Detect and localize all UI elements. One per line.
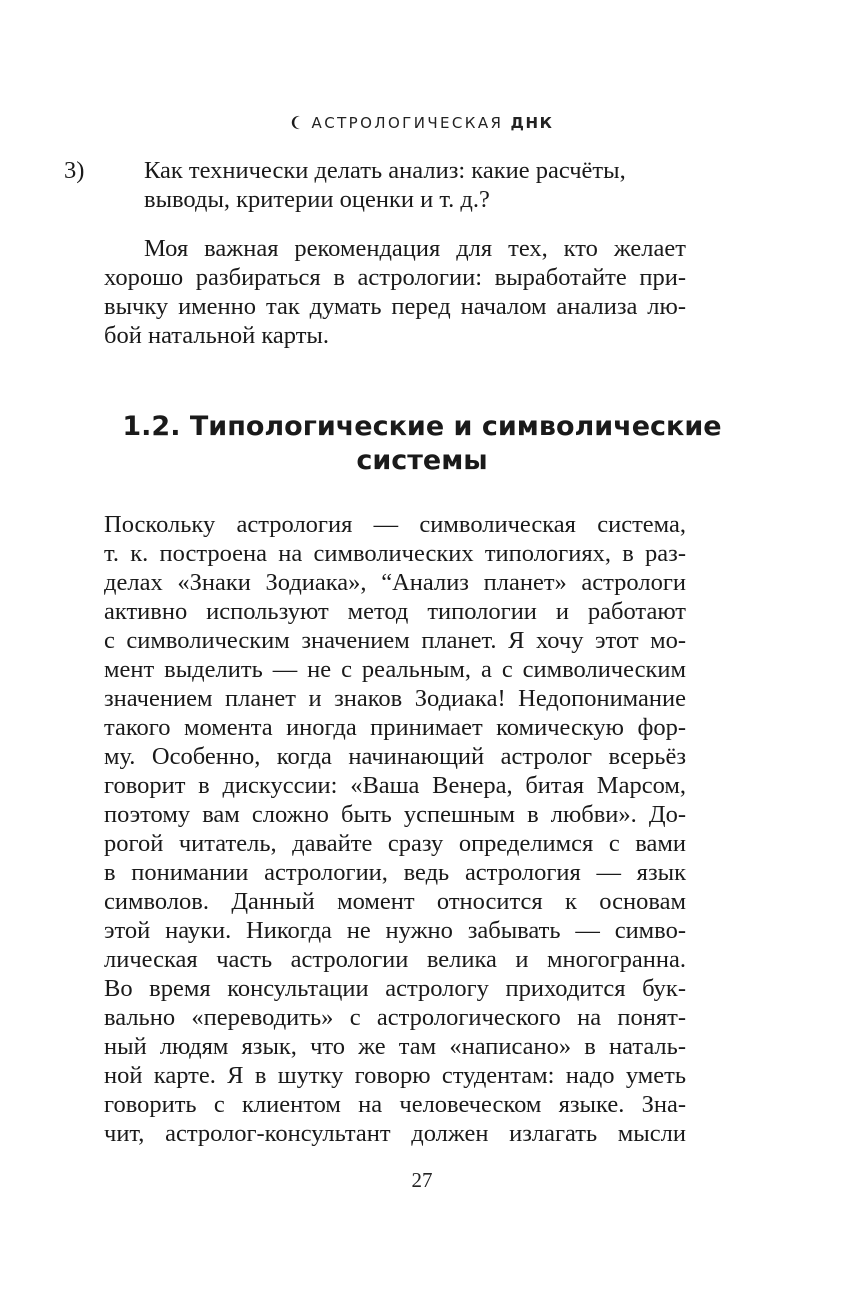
list-item-line: 3) Как технически делать анализ: какие расчёты, <box>64 157 626 184</box>
page-number: 27 <box>411 1168 433 1192</box>
text-line: ный людям язык, что же там «написано» в наталь- <box>104 1033 686 1060</box>
text-line: активно используют метод типологии и работают <box>104 598 686 625</box>
text-line: бой натальной карты. <box>104 322 330 349</box>
text-line: ной карте. Я в шутку говорю студентам: надо уметь <box>104 1062 686 1089</box>
text-line: такого момента иногда принимает комическую фор- <box>104 714 686 741</box>
text-line: лическая часть астрологии велика и многогранна. <box>104 946 686 973</box>
text-line: Поскольку астрология — символическая система, <box>104 511 686 538</box>
text-line: мент выделить — не с реальным, а с символическим <box>104 656 686 683</box>
text-line: говорить с клиентом на человеческом языке. Зна- <box>104 1091 686 1118</box>
section-heading <box>104 410 740 478</box>
crescent-moon-icon <box>291 115 306 130</box>
text-line: му. Особенно, когда начинающий астролог всерьёз <box>104 743 686 770</box>
text-line: чит, астролог-консультант должен излагать мысли <box>104 1120 686 1147</box>
paragraph-1 <box>104 234 686 350</box>
text-line: в понимании астрологии, ведь астрология — язык <box>104 859 686 886</box>
running-head <box>0 114 844 132</box>
paragraph-2 <box>104 510 686 1148</box>
text-line: Во время консультации астрологу приходится бук- <box>104 975 686 1002</box>
text-line: Моя важная рекомендация для тех, кто желает <box>144 235 686 262</box>
text-line: вально «переводить» с астрологического на понят- <box>104 1004 686 1031</box>
text-line: делах «Знаки Зодиака», “Анализ планет» астрологи <box>104 569 686 596</box>
text-line: рогой читатель, давайте сразу определимся с вами <box>104 830 686 857</box>
text-line: этой науки. Никогда не нужно забывать — симво- <box>104 917 686 944</box>
text-line: с символическим значением планет. Я хочу этот мо- <box>104 627 686 654</box>
list-item-number: 3) <box>64 157 85 184</box>
list-item <box>64 156 686 214</box>
running-title-bold: ДНК <box>510 114 554 132</box>
list-item-line: выводы, критерии оценки и т. д.? <box>144 186 490 213</box>
text-line: говорит в дискуссии: «Ваша Венера, битая Марсом, <box>104 772 686 799</box>
section-heading-line: 1.2. Типологические и символические <box>122 411 722 442</box>
text-line: вычку именно так думать перед началом анализа лю- <box>104 293 686 320</box>
text-line: хорошо разбираться в астрологии: выработайте при- <box>104 264 686 291</box>
text-line: значением планет и знаков Зодиака! Недопонимание <box>104 685 686 712</box>
section-heading-line: системы <box>356 445 488 476</box>
running-title: АСТРОЛОГИЧЕСКАЯ <box>311 114 504 132</box>
text-line: поэтому вам сложно быть успешным в любви». До- <box>104 801 686 828</box>
text-line: т. к. построена на символических типологиях, в раз- <box>104 540 686 567</box>
text-line: символов. Данный момент относится к основам <box>104 888 686 915</box>
